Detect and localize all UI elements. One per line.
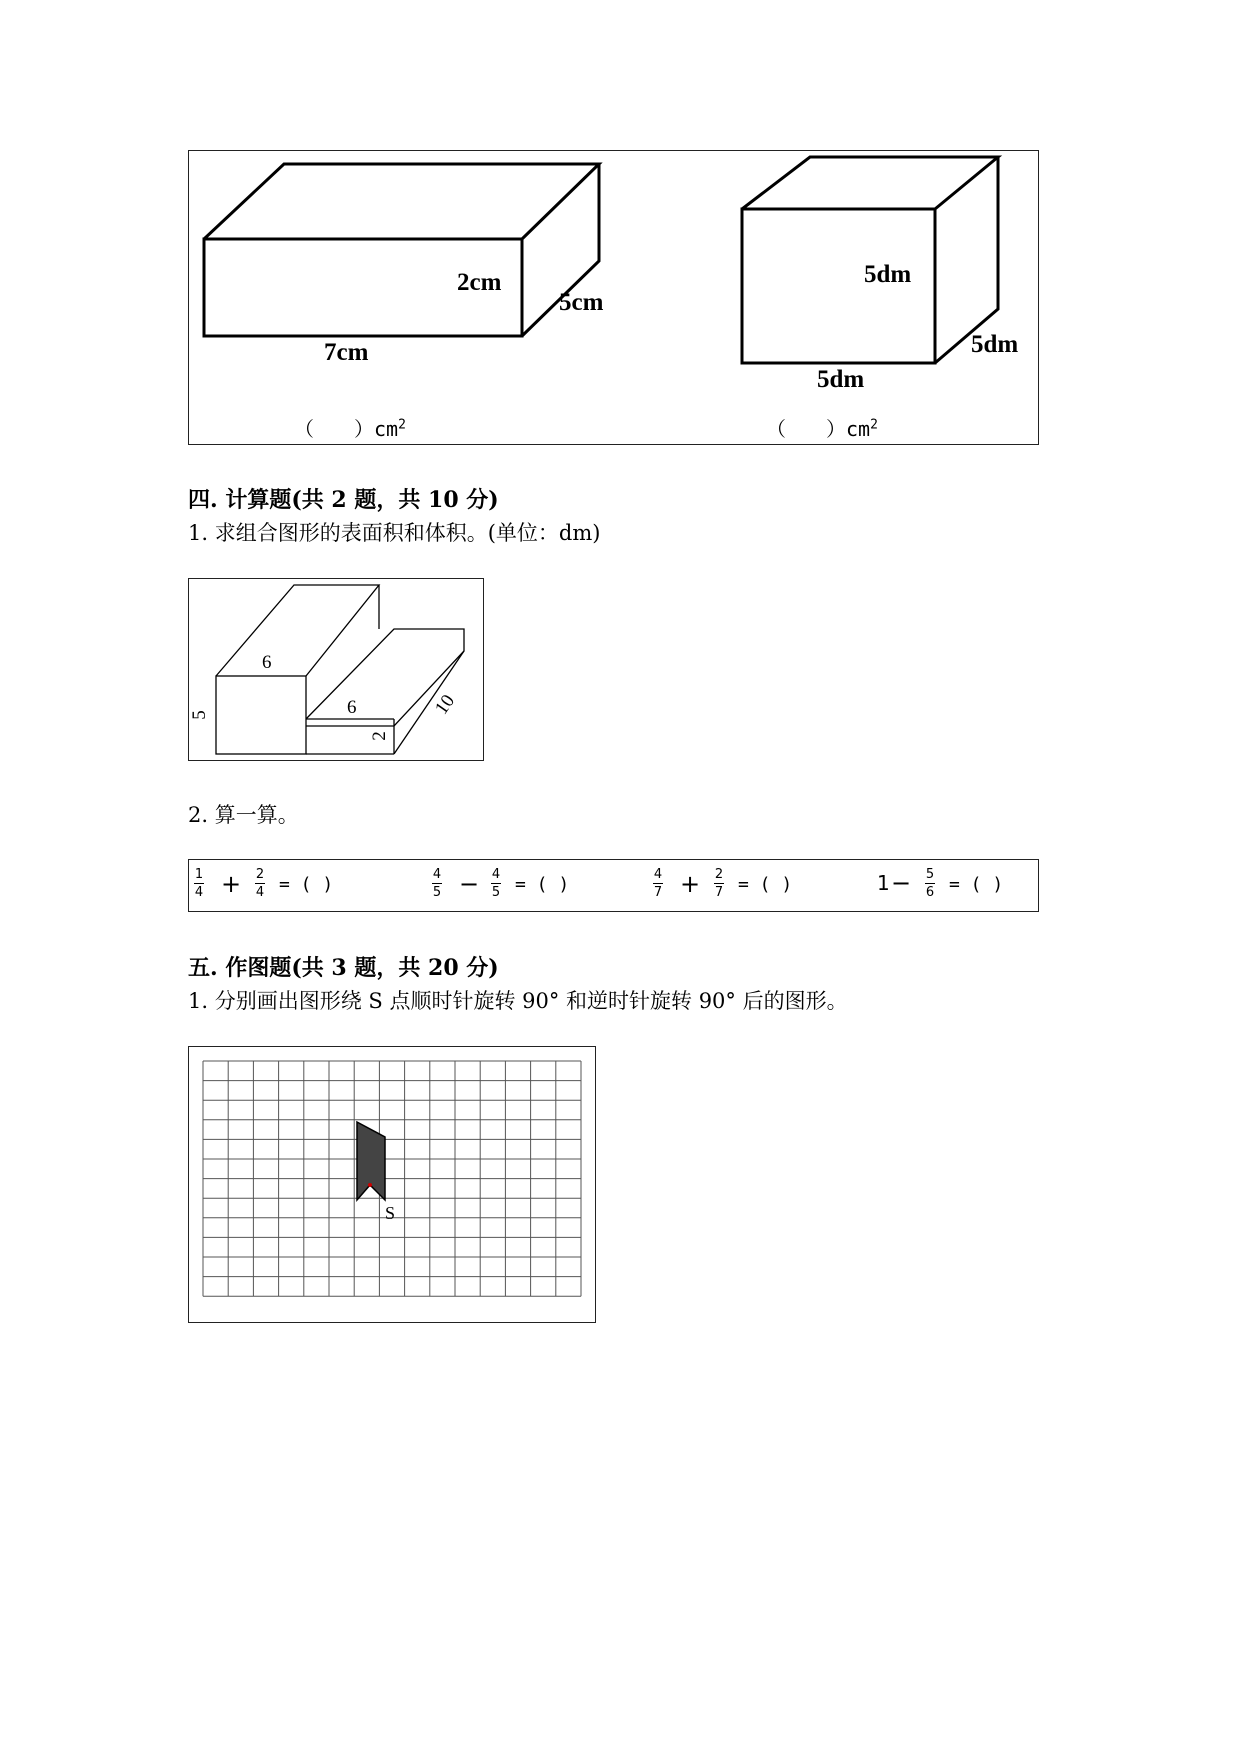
cuboid-answer-blank[interactable]: （ ）$cm^2$ — [294, 417, 406, 441]
cube-depth-label: 5dm — [971, 331, 1019, 358]
section-heading-drawing: 五. 作图题(共 3 题，共 20 分) — [188, 955, 499, 981]
cuboid-height-label: 2cm — [457, 269, 502, 296]
cube-height-label: 5dm — [864, 261, 912, 288]
answer-blank-3[interactable]: = ( ) — [738, 874, 793, 895]
step-height-label: 2 — [368, 731, 390, 741]
question-text-combined-solid: 1. 求组合图形的表面积和体积。(单位：dm) — [188, 521, 601, 545]
fraction-3a: 4 7 — [653, 867, 663, 900]
cuboid-depth-label: 5cm — [559, 289, 604, 316]
arrow-shape — [357, 1122, 385, 1200]
figure-box-solids — [188, 150, 1039, 445]
figure-box-grid — [188, 1046, 596, 1323]
fraction-3b: 2 7 — [714, 867, 724, 900]
fraction-strip — [188, 859, 1039, 912]
fraction-1b: 2 4 — [255, 867, 265, 900]
operator-plus: + — [680, 870, 701, 898]
fraction-2b: 4 5 — [491, 867, 501, 900]
depth-label: 10 — [431, 690, 460, 719]
operator-plus: + — [221, 870, 242, 898]
point-s-label: S — [385, 1203, 396, 1223]
combined-solid-diagram — [189, 579, 482, 759]
cuboid-shape — [204, 164, 599, 336]
left-height-label: 5 — [188, 710, 210, 720]
top-width-label: 6 — [262, 652, 272, 673]
step-width-label: 6 — [347, 697, 357, 718]
point-s-marker — [368, 1183, 372, 1187]
figure-box-combined-solid — [188, 578, 484, 761]
answer-blank-1[interactable]: = ( ) — [279, 874, 334, 895]
fraction-2a: 4 5 — [432, 867, 442, 900]
rotation-grid-diagram[interactable] — [189, 1047, 594, 1321]
cube-length-label: 5dm — [817, 366, 865, 393]
operator-minus: − — [459, 870, 480, 898]
question-text-calc: 2. 算一算。 — [188, 803, 299, 827]
fraction-1a: 1 4 — [194, 867, 204, 900]
cuboid-cube-diagram — [189, 151, 1037, 443]
cube-answer-blank[interactable]: （ ）$cm^2$ — [766, 417, 878, 441]
question-text-rotation: 1. 分别画出图形绕 S 点顺时针旋转 90° 和逆时针旋转 90° 后的图形。 — [188, 989, 848, 1013]
answer-blank-4[interactable]: = ( ) — [949, 874, 1004, 895]
section-heading-calc: 四. 计算题(共 2 题，共 10 分) — [188, 487, 499, 513]
cube-shape — [742, 157, 998, 363]
operator-minus: − — [891, 869, 912, 897]
cuboid-length-label: 7cm — [324, 339, 369, 366]
fraction-4b: 5 6 — [925, 867, 935, 900]
answer-blank-2[interactable]: = ( ) — [515, 874, 570, 895]
whole-number-one: 1 — [877, 871, 890, 895]
